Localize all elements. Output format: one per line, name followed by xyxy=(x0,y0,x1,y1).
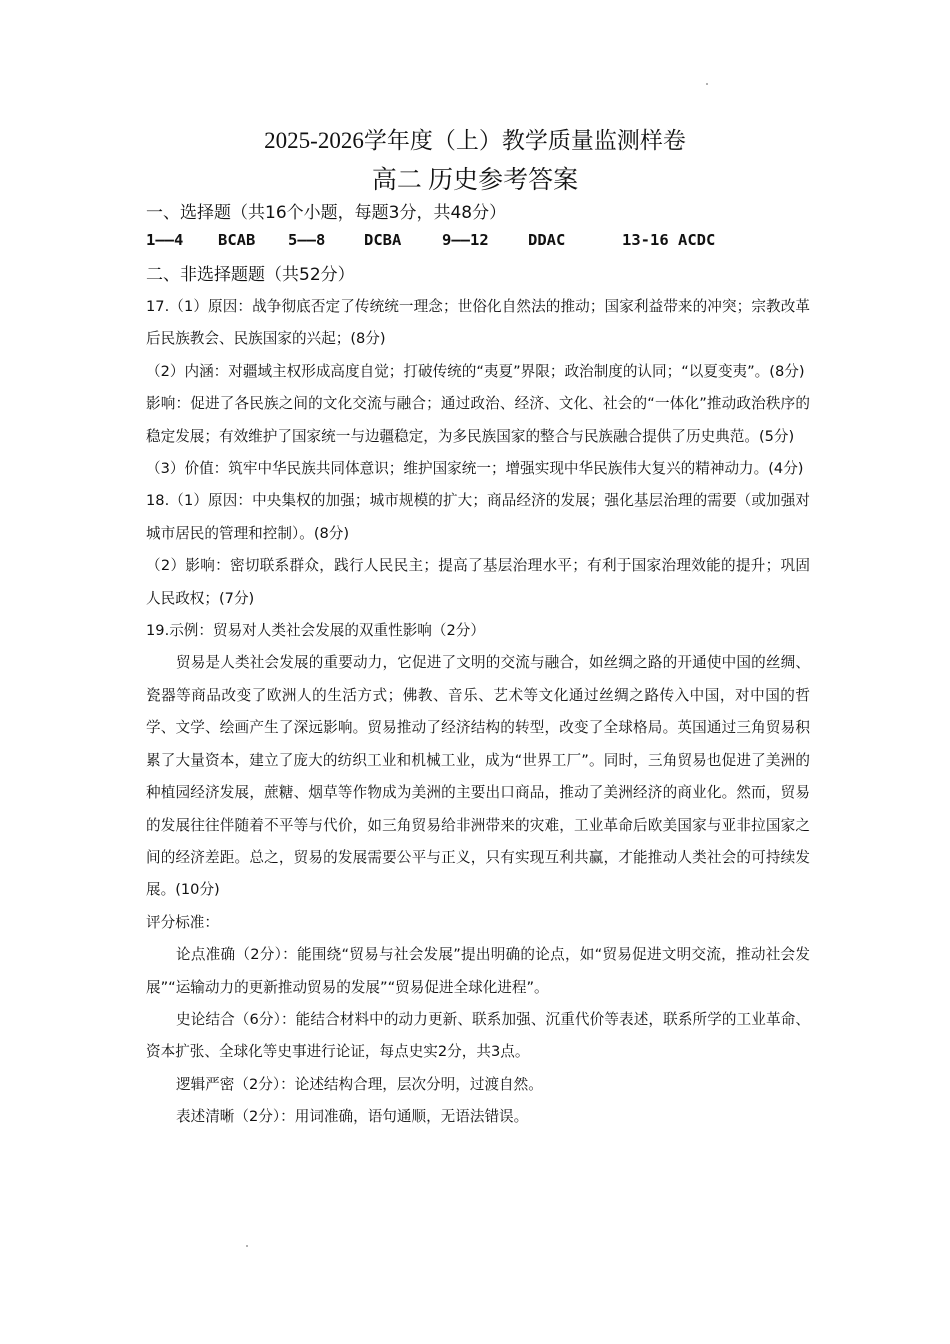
scoring-item: 史论结合（6分）：能结合材料中的动力更新、联系加强、沉重代价等表述，联系所学的工业革命、资本扩张、全球化等史事进行论证，每点史实2分，共3点。 xyxy=(146,1010,810,1061)
answer-paragraph: 17.（1）原因：战争彻底否定了传统统一理念；世俗化自然法的推动；国家利益带来的冲突；宗教改革后民族教会、民族国家的兴起；(8分) xyxy=(146,298,810,348)
scoring-heading: 评分标准： xyxy=(146,913,219,931)
answer-key: BCAB xyxy=(218,231,256,249)
answer-key: DCBA xyxy=(364,231,402,249)
answer-paragraph: （2）内涵：对疆域主权形成高度自觉；打破传统的“夷夏”界限；政治制度的认同；“以夏变夷”。(8分) xyxy=(146,362,805,380)
scan-dot xyxy=(706,83,708,85)
answer-key: ACDC xyxy=(678,231,716,249)
answer-paragraph: （3）价值：筑牢中华民族共同体意识；维护国家统一；增强实现中华民族伟大复兴的精神动力。(4分) xyxy=(146,460,804,478)
scoring-item: 论点准确（2分）：能围绕“贸易与社会发展”提出明确的论点，如“贸易促进文明交流，推动社会发展”“运输动力的更新推动贸易的发展”“贸易促进全球化进程”。 xyxy=(146,946,810,996)
scoring-item: 表述清晰（2分）：用词准确，语句通顺，无语法错误。 xyxy=(176,1108,529,1126)
answer-body xyxy=(146,291,810,1134)
section-heading-choice: 一、选择题（共16个小题，每题3分，共48分） xyxy=(146,203,507,223)
section-heading-nonchoice: 二、非选择题题（共52分） xyxy=(146,265,355,285)
answer-paragraph: 19.示例：贸易对人类社会发展的双重性影响（2分） xyxy=(146,622,485,640)
essay-paragraph: 贸易是人类社会发展的重要动力，它促进了文明的交流与融合，如丝绸之路的开通使中国的丝绸、瓷器等商品改变了欧洲人的生活方式；佛教、音乐、艺术等文化通过丝绸之路传入中国，对中国的哲学、文学、绘画产生了深远影响。贸易推动了经济结构的转型，改变了全球格局。英国通过三角贸易积累了大量资本，建立了庞大的纺织工业和机械工业，成为“世界工厂”。同时，三角贸易也促进了美洲的种植园经济发展，蔗糖、烟草等作物成为美洲的主要出口商品，推动了美洲经济的商业化。然而，贸易的发展往往伴随着不平等与代价，如三角贸易给非洲带来的灾难，工业革命后欧美国家与亚非拉国家之间的经济差距。总之，贸易的发展需要公平与正义，只有实现互利共赢，才能推动人类社会的可持续发展。(10分) xyxy=(146,654,810,899)
page-title: 2025-2026学年度（上）教学质量监测样卷 xyxy=(264,128,686,153)
answer-range: 1——4 xyxy=(146,231,184,249)
answer-paragraph: 18.（1）原因：中央集权的加强；城市规模的扩大；商品经济的发展；强化基层治理的需要（或加强对城市居民的管理和控制）。(8分) xyxy=(146,492,810,542)
answer-key: DDAC xyxy=(528,231,566,249)
answer-paragraph: 影响：促进了各民族之间的文化交流与融合；通过政治、经济、文化、社会的“一体化”推动政治秩序的稳定发展；有效维护了国家统一与边疆稳定，为多民族国家的整合与民族融合提供了历史典范。(5分) xyxy=(146,395,810,445)
page-subtitle: 高二 历史参考答案 xyxy=(371,167,579,194)
answer-range: 13-16 xyxy=(622,231,669,249)
answer-range: 9——12 xyxy=(442,231,489,249)
scoring-item: 逻辑严密（2分）：论述结构合理，层次分明，过渡自然。 xyxy=(176,1075,543,1093)
scan-dot xyxy=(246,1245,248,1247)
answer-paragraph: （2）影响：密切联系群众，践行人民民主；提高了基层治理水平；有利于国家治理效能的提升；巩固人民政权；(7分) xyxy=(146,557,810,607)
answer-range: 5——8 xyxy=(288,231,326,249)
